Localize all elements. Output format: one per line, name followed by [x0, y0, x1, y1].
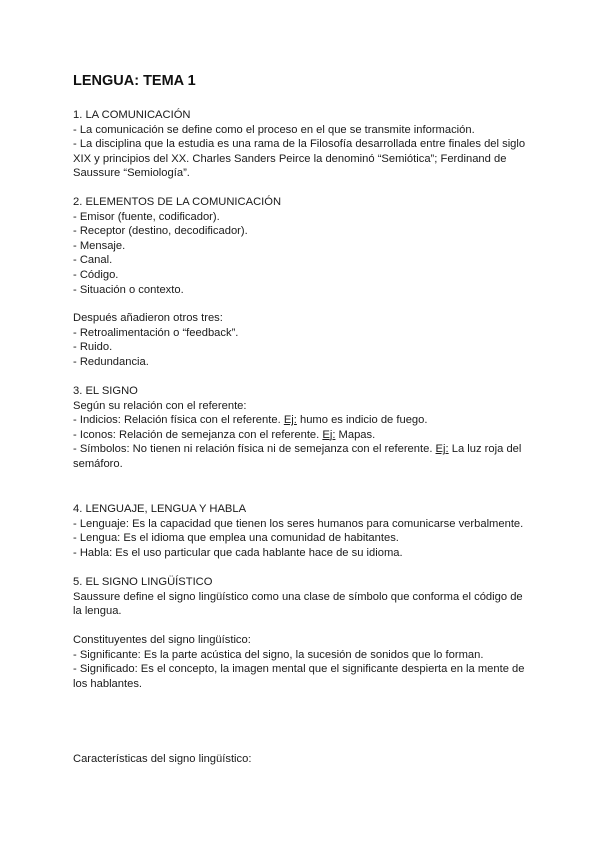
paragraph-line: XIX y principios del XX. Charles Sanders Peirce la denominó “Semiótica”; Ferdinand de: [73, 152, 507, 165]
paragraph-line: Según su relación con el referente:: [73, 399, 247, 412]
item-text: Mapas.: [335, 428, 376, 441]
paragraph-line: Después añadieron otros tres:: [73, 312, 223, 324]
section-caracteristicas: [73, 752, 533, 767]
section-lenguaje: [73, 502, 533, 560]
paragraph-line: Saussure “Semiología”.: [73, 167, 190, 180]
item-text: - Iconos: Relación de semejanza con el referente.: [73, 428, 323, 441]
paragraph-line: semáforo.: [73, 457, 123, 470]
page-title: LENGUA: TEMA 1: [73, 73, 196, 89]
paragraph-line: - La comunicación se define como el proceso en el que se transmite información.: [73, 123, 475, 136]
list-item: - Significante: Es la parte acústica del signo, la sucesión de sonidos que lo forman.: [73, 648, 484, 661]
paragraph-line: la lengua.: [73, 605, 122, 618]
section-heading: 3. EL SIGNO: [73, 385, 138, 397]
paragraph-line: - La disciplina que la estudia es una rama de la Filosofía desarrollada entre finales del siglo: [73, 138, 526, 151]
section-heading: 1. LA COMUNICACIÓN: [73, 109, 191, 121]
item-text: - Indicios: Relación física con el referente.: [73, 414, 284, 427]
list-item: - Canal.: [73, 254, 113, 267]
item-text: La luz roja del: [448, 443, 522, 456]
section-signo-linguistico: [73, 575, 533, 619]
section-heading: 4. LENGUAJE, LENGUA Y HABLA: [73, 503, 247, 515]
subsection-heading: Características del signo lingüístico:: [73, 753, 252, 765]
section-elementos-extra: [73, 311, 533, 369]
list-item: - Mensaje.: [73, 239, 126, 252]
list-item-simbolos: [73, 442, 533, 457]
list-item: - Retroalimentación o “feedback”.: [73, 326, 239, 339]
paragraph-line: los hablantes.: [73, 677, 143, 690]
example-label: Ej:: [283, 414, 297, 427]
section-elementos: [73, 195, 533, 297]
list-item: - Lenguaje: Es la capacidad que tienen los seres humanos para comunicarse verbalmente.: [73, 517, 524, 530]
section-constituyentes: [73, 633, 533, 691]
list-item: - Código.: [73, 268, 119, 281]
item-text: humo es indicio de fuego.: [296, 414, 428, 427]
subsection-heading: Constituyentes del signo lingüístico:: [73, 634, 251, 646]
list-item: - Situación o contexto.: [73, 283, 184, 296]
list-item: - Lengua: Es el idioma que emplea una comunidad de habitantes.: [73, 532, 399, 545]
list-item: - Receptor (destino, decodificador).: [73, 225, 248, 238]
paragraph-line: Saussure define el signo lingüístico como una clase de símbolo que conforma el código de: [73, 590, 523, 603]
example-label: Ej:: [435, 443, 449, 456]
section-signo: [73, 384, 533, 472]
item-text: - Símbolos: No tienen ni relación física ni de semejanza con el referente.: [73, 443, 436, 456]
list-item: - Significado: Es el concepto, la imagen mental que el significante despierta en la mente de: [73, 663, 525, 676]
section-heading: 5. EL SIGNO LINGÜÍSTICO: [73, 576, 213, 588]
list-item: - Redundancia.: [73, 355, 149, 368]
section-comunicacion: [73, 108, 533, 181]
list-item: - Emisor (fuente, codificador).: [73, 210, 220, 223]
example-label: Ej:: [322, 428, 336, 441]
section-heading: 2. ELEMENTOS DE LA COMUNICACIÓN: [73, 196, 282, 208]
list-item: - Habla: Es el uso particular que cada hablante hace de su idioma.: [73, 546, 403, 559]
list-item: - Ruido.: [73, 341, 113, 354]
list-item-iconos: [73, 428, 533, 443]
list-item-indicios: [73, 413, 533, 428]
